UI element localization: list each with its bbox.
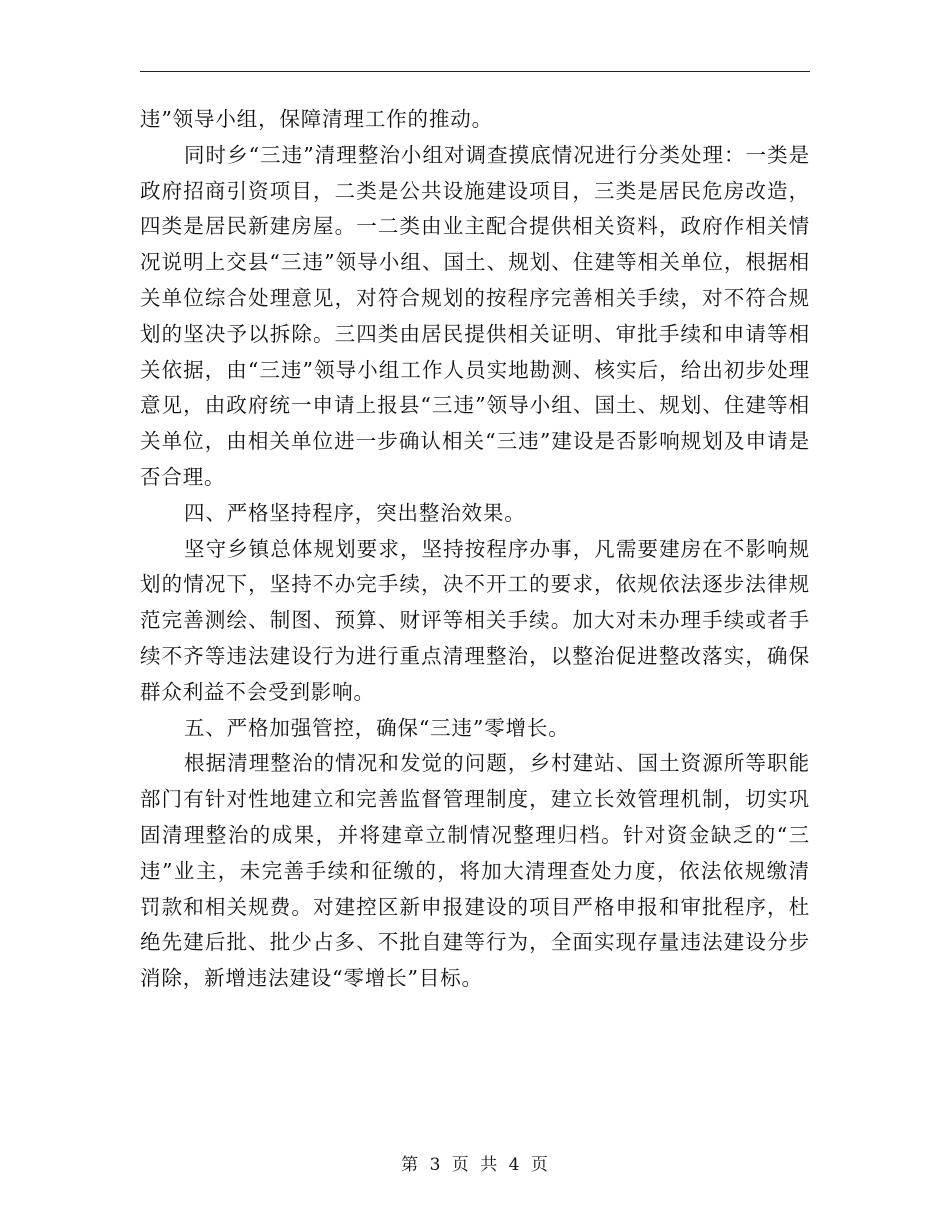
- section-heading-5: 五、严格加强管控，确保“三违”零增长。: [184, 715, 570, 740]
- section-heading-4: 四、严格坚持程序，突出整治效果。: [184, 500, 526, 525]
- page-number-footer: 第 3 页 共 4 页: [401, 1155, 549, 1175]
- paragraph-classification: 同时乡“三违”清理整治小组对调查摸底情况进行分类处理：一类是政府招商引资项目，二类是公共设施建设项目，三类是居民危房改造，四类是居民新建房屋。一二类由业主配合提供相关资料，政府作相关情况说明上交县“三违”领导小组、国土、规划、住建等相关单位，根据相关单位综合处理意见，对符合规划的按程序完善相关手续，对不符合规划的坚决予以拆除。三四类由居民提供相关证明、审批手续和申请等相关依据，由“三违”领导小组工作人员实地勘测、核实后，给出初步处理意见，由政府统一申请上报县“三违”领导小组、国土、规划、住建等相关单位，由相关单位进一步确认相关“三违”建设是否影响规划及申请是否合理。: [140, 142, 810, 489]
- paragraph-procedure: 坚守乡镇总体规划要求，坚持按程序办事，凡需要建房在不影响规划的情况下，坚持不办完手续，决不开工的要求，依规依法逐步法律规范完善测绘、制图、预算、财评等相关手续。加大对未办理手续或者手续不齐等违法建设行为进行重点清理整治，以整治促进整改落实，确保群众利益不会受到影响。: [140, 536, 810, 704]
- paragraph-continuation: 违”领导小组，保障清理工作的推动。: [140, 107, 493, 131]
- header-rule: [140, 71, 810, 72]
- document-body: [140, 102, 810, 997]
- paragraph-control: 根据清理整治的情况和发觉的问题，乡村建站、国土资源所等职能部门有针对性地建立和完善监督管理制度，建立长效管理机制，切实巩固清理整治的成果，并将建章立制情况整理归档。针对资金缺乏的“三违”业主，未完善手续和征缴的，将加大清理查处力度，依法依规缴清罚款和相关规费。对建控区新申报建设的项目严格申报和审批程序，杜绝先建后批、批少占多、不批自建等行为，全面实现存量违法建设分步消除，新增违法建设“零增长”目标。: [140, 751, 810, 991]
